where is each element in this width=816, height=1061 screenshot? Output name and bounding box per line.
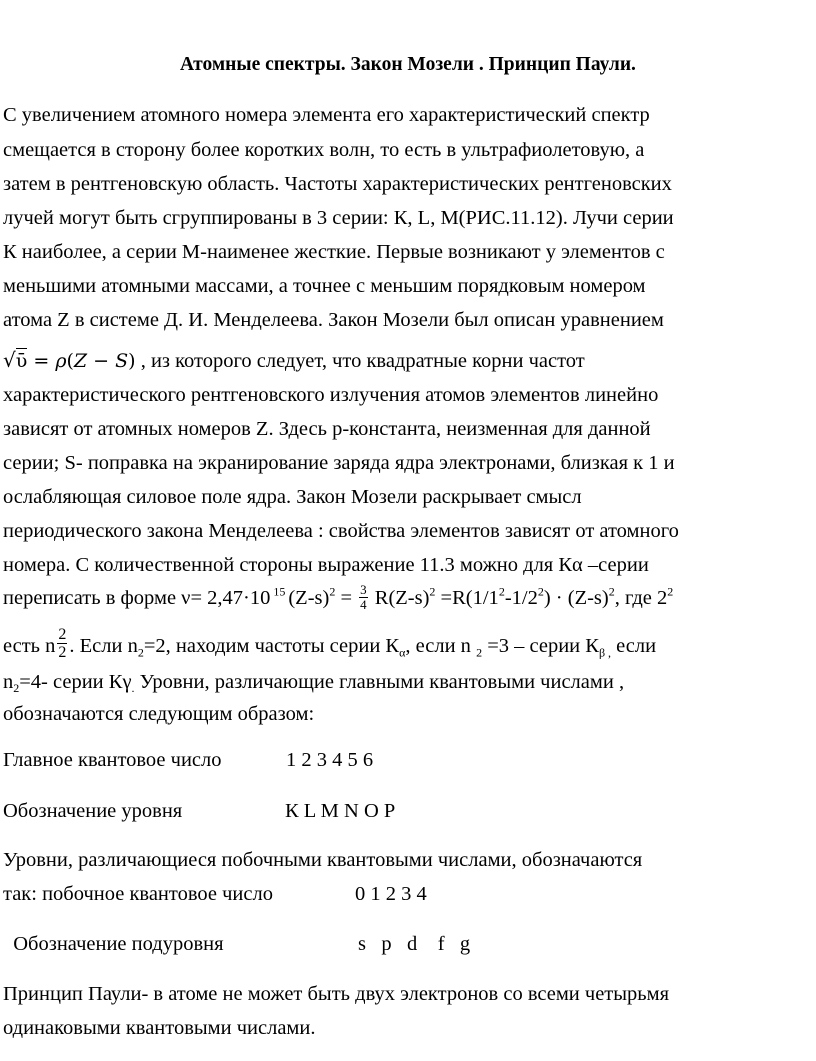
row-values: s p d f g — [358, 933, 471, 955]
text-line: меньшими атомными массами, а точнее с меньшим порядковым номером — [3, 275, 646, 297]
side-quantum-number-row — [3, 880, 427, 908]
text-line: атома Z в системе Д. И. Менделеева. Закон Мозели был описан уравнением — [3, 309, 664, 331]
text-line: лучей могут быть сгруппированы в 3 серии: К, L, M(РИС.11.12). Лучи серии — [3, 207, 674, 229]
text-line: номера. С количественной стороны выражение 11.3 можно для Кα –серии — [3, 554, 649, 576]
text-line: характеристического рентгеновского излучения атомов элементов линейно — [3, 384, 659, 406]
series-line: $n_2=4-$ серии $К\gamma_.$ Уровни, различающие главными квантовыми числами , — [3, 671, 625, 696]
row-values: 0 1 2 3 4 — [355, 883, 427, 905]
row-label: так: побочное квантовое число — [3, 883, 273, 905]
text-fragment: , из которого следует, что квадратные корни частот — [135, 350, 585, 372]
text-line: одинаковыми квантовыми числами. — [3, 1017, 316, 1039]
sublevel-designation-row — [3, 930, 470, 958]
text-line: периодического закона Менделеева : свойства элементов зависят от атомного — [3, 520, 679, 542]
text-line: зависят от атомных номеров Z. Здесь p-константа, неизменная для данной — [3, 418, 651, 440]
text-line: С увеличением атомного номера элемента его характеристический спектр — [3, 104, 650, 126]
row-label: Обозначение уровня — [3, 800, 183, 822]
text-line: смещается в сторону более коротких волн, то есть в ультрафиолетовую, а — [3, 139, 645, 161]
row-values: К L M N O P — [285, 800, 396, 822]
nu-symbol: ῡ — [15, 350, 28, 372]
page-title: Атомные спектры. Закон Мозели . Принцип Паули. — [180, 54, 636, 75]
text-line: обозначаются следующим образом: — [3, 703, 315, 725]
row-values: 1 2 3 4 5 6 — [286, 749, 374, 771]
text-line: К наиболее, а серии М-наименее жесткие. Первые возникают у элементов с — [3, 241, 665, 263]
row-label: Обозначение подуровня — [3, 933, 224, 955]
fraction-n2: $\frac{2}{2}$ — [58, 626, 67, 661]
moseley-formula: √ῡ = ρ(Z − S) — [3, 348, 136, 372]
text-line: серии; S- поправка на экранирование заряда ядра электронами, близкая к 1 и — [3, 452, 675, 474]
series-line: есть n $\frac{2}{2}$ . Если $n_2=2$, находим частоты серии $К_\alpha$, если n $_2$ =3 – серии $К_{\beta ,}$ если — [3, 626, 657, 661]
moseley-formula-line — [3, 346, 585, 375]
main-quantum-number-row — [3, 746, 373, 774]
text-line: Уровни, различающиеся побочными квантовыми числами, обозначаются — [3, 849, 643, 871]
frequency-formula-line: переписать в форме ν= 2,47·10 $^{15}$ $(Z-s)^2$ = $\frac{3}{4}$ $R(Z-s)^2 =R(1/1^2-1/2^2) \cdot (Z-s)^2$, где $2^2$ — [3, 581, 674, 612]
level-designation-row — [3, 797, 395, 825]
row-label: Главное квантовое число — [3, 749, 222, 771]
fraction-three-quarters: $\frac{3}{4}$ — [360, 581, 367, 612]
text-line: затем в рентгеновскую область. Частоты характеристических рентгеновских — [3, 173, 672, 195]
text-line: Принцип Паули- в атоме не может быть двух электронов со всеми четырьмя — [3, 983, 670, 1005]
radical-sign: √ — [3, 348, 16, 372]
text-line: ослабляющая силовое поле ядра. Закон Мозели раскрывает смысл — [3, 486, 582, 508]
